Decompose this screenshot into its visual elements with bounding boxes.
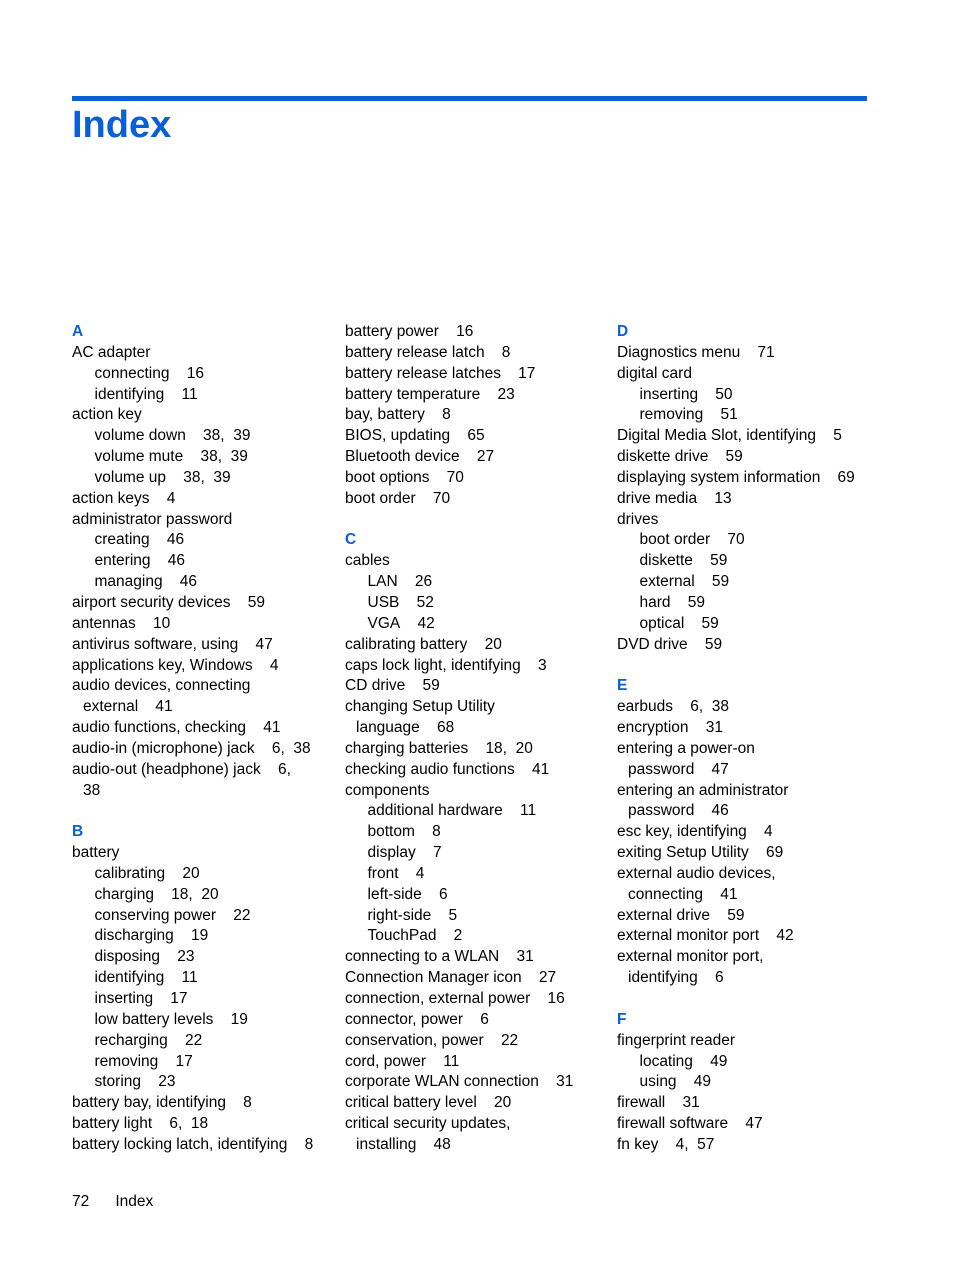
index-entry: components xyxy=(345,781,430,799)
index-entry: charging batteries 18, 20 xyxy=(345,739,533,757)
index-entry: battery temperature 23 xyxy=(345,385,515,403)
index-entry: battery locking latch, identifying 8 xyxy=(72,1135,314,1153)
index-entry: earbuds 6, 38 xyxy=(617,698,730,716)
index-subentry: low battery levels 19 xyxy=(94,1010,248,1028)
index-entry: audio functions, checking 41 xyxy=(72,719,281,737)
index-subentry: USB 52 xyxy=(367,593,434,611)
index-entry: action key xyxy=(72,406,142,424)
index-entry: changing Setup Utility xyxy=(345,698,495,716)
index-subentry: entering 46 xyxy=(94,552,185,570)
index-entry: bay, battery 8 xyxy=(345,406,451,424)
index-entry: external drive 59 xyxy=(617,906,745,924)
index-entry: esc key, identifying 4 xyxy=(617,823,773,841)
index-entry: displaying system information 69 xyxy=(617,468,855,486)
page-title: Index xyxy=(72,104,172,146)
index-subentry: charging 18, 20 xyxy=(94,885,219,903)
index-subentry: removing 51 xyxy=(639,406,738,424)
index-entry: action keys 4 xyxy=(72,489,176,507)
index-entry: battery light 6, 18 xyxy=(72,1115,209,1133)
index-entry: caps lock light, identifying 3 xyxy=(345,656,547,674)
index-entry: firewall 31 xyxy=(617,1094,700,1112)
index-subentry: identifying 11 xyxy=(94,385,198,403)
index-entry-continuation: connecting 41 xyxy=(628,885,738,903)
index-entry: airport security devices 59 xyxy=(72,593,265,611)
index-entry-continuation: language 68 xyxy=(356,719,455,737)
index-entry: AC adapter xyxy=(72,343,151,361)
index-entry: Digital Media Slot, identifying 5 xyxy=(617,427,842,445)
index-subentry: volume down 38, 39 xyxy=(94,427,251,445)
index-entry-continuation: identifying 6 xyxy=(628,969,724,987)
index-subentry: using 49 xyxy=(639,1073,712,1091)
index-entry: corporate WLAN connection 31 xyxy=(345,1073,574,1091)
index-subentry: inserting 17 xyxy=(94,990,188,1007)
index-entry: fn key 4, 57 xyxy=(617,1135,715,1153)
index-entry: audio-in (microphone) jack 6, 38 xyxy=(72,739,311,757)
index-subentry: discharging 19 xyxy=(94,927,209,945)
index-entry: antivirus software, using 47 xyxy=(72,635,273,653)
index-subentry: hard 59 xyxy=(639,593,705,611)
index-entry: BIOS, updating 65 xyxy=(345,427,485,445)
page-footer xyxy=(72,1192,153,1212)
index-subentry: locating 49 xyxy=(639,1052,728,1070)
index-entry: exiting Setup Utility 69 xyxy=(617,844,784,862)
index-entry: encryption 31 xyxy=(617,719,723,737)
index-entry: fingerprint reader xyxy=(617,1031,736,1049)
index-entry: critical security updates, xyxy=(345,1115,511,1133)
index-subentry: optical 59 xyxy=(639,614,719,632)
index-entry-continuation: password 47 xyxy=(628,760,729,778)
index-column-3 xyxy=(617,322,879,1156)
index-entry: drive media 13 xyxy=(617,489,732,507)
index-entry: connector, power 6 xyxy=(345,1010,489,1028)
index-subentry: disposing 23 xyxy=(94,948,195,966)
index-entry: antennas 10 xyxy=(72,614,171,632)
index-subentry: right-side 5 xyxy=(367,906,458,924)
index-subentry: removing 17 xyxy=(94,1052,193,1070)
index-subentry: bottom 8 xyxy=(367,823,441,841)
index-entry: cables xyxy=(345,552,390,570)
index-subentry: creating 46 xyxy=(94,531,185,549)
index-subentry: identifying 11 xyxy=(94,969,198,987)
index-entry: battery release latch 8 xyxy=(345,343,511,361)
index-subentry: volume up 38, 39 xyxy=(94,468,231,486)
index-entry: critical battery level 20 xyxy=(345,1094,512,1112)
index-subentry: inserting 50 xyxy=(639,385,733,403)
index-entry: entering an administrator xyxy=(617,781,789,799)
index-entry: boot order 70 xyxy=(345,489,451,507)
index-entry-continuation: password 46 xyxy=(628,802,729,820)
index-entry: connection, external power 16 xyxy=(345,990,565,1007)
index-entry-continuation: 38 xyxy=(83,781,101,799)
index-letter-heading: B xyxy=(72,823,84,841)
index-column-1 xyxy=(72,322,334,1156)
index-entry: boot options 70 xyxy=(345,468,464,486)
page-number: 72 xyxy=(72,1193,90,1210)
index-letter-heading: A xyxy=(72,323,84,340)
index-entry: battery release latches 17 xyxy=(345,364,536,382)
footer-section: Index xyxy=(115,1193,154,1210)
index-subentry: recharging 22 xyxy=(94,1031,203,1049)
index-entry: audio-out (headphone) jack 6, xyxy=(72,760,291,778)
index-subentry: TouchPad 2 xyxy=(367,927,463,945)
index-entry: diskette drive 59 xyxy=(617,448,743,466)
index-entry: drives xyxy=(617,510,659,528)
index-entry: digital card xyxy=(617,364,692,382)
index-entry: Diagnostics menu 71 xyxy=(617,343,775,361)
index-entry: applications key, Windows 4 xyxy=(72,656,279,674)
index-entry: connecting to a WLAN 31 xyxy=(345,948,534,966)
index-subentry: diskette 59 xyxy=(639,552,728,570)
index-entry: battery xyxy=(72,844,120,862)
index-entry: external monitor port 42 xyxy=(617,927,794,945)
index-entry: external audio devices, xyxy=(617,864,776,882)
index-subentry: boot order 70 xyxy=(639,531,745,549)
index-entry: checking audio functions 41 xyxy=(345,760,550,778)
index-subentry: managing 46 xyxy=(94,573,198,591)
index-entry: cord, power 11 xyxy=(345,1052,460,1070)
index-subentry: storing 23 xyxy=(94,1073,176,1091)
index-column-2 xyxy=(345,322,607,1156)
index-entry: conservation, power 22 xyxy=(345,1031,519,1049)
index-entry-continuation: installing 48 xyxy=(356,1135,451,1153)
index-subentry: display 7 xyxy=(367,844,442,862)
index-entry: Connection Manager icon 27 xyxy=(345,969,557,987)
index-letter-heading: C xyxy=(345,531,357,549)
index-subentry: left-side 6 xyxy=(367,885,448,903)
index-entry: battery power 16 xyxy=(345,323,474,340)
index-entry: Bluetooth device 27 xyxy=(345,448,495,466)
index-subentry: conserving power 22 xyxy=(94,906,251,924)
index-entry: calibrating battery 20 xyxy=(345,635,502,653)
index-subentry: connecting 16 xyxy=(94,364,204,382)
index-entry: entering a power-on xyxy=(617,739,755,757)
index-letter-heading: E xyxy=(617,677,628,695)
title-rule xyxy=(72,96,867,101)
index-entry: battery bay, identifying 8 xyxy=(72,1094,252,1112)
index-subentry: front 4 xyxy=(367,864,425,882)
index-subentry: volume mute 38, 39 xyxy=(94,448,248,466)
index-entry: CD drive 59 xyxy=(345,677,440,695)
index-entry: firewall software 47 xyxy=(617,1115,763,1133)
index-subentry: LAN 26 xyxy=(367,573,433,591)
index-entry: external monitor port, xyxy=(617,948,764,966)
index-subentry: VGA 42 xyxy=(367,614,435,632)
index-subentry: additional hardware 11 xyxy=(367,802,537,820)
index-subentry: calibrating 20 xyxy=(94,864,200,882)
index-entry: administrator password xyxy=(72,510,233,528)
index-entry: DVD drive 59 xyxy=(617,635,723,653)
index-entry-continuation: external 41 xyxy=(83,698,173,716)
index-letter-heading: F xyxy=(617,1010,627,1028)
index-letter-heading: D xyxy=(617,323,629,340)
index-entry: audio devices, connecting xyxy=(72,677,251,695)
index-subentry: external 59 xyxy=(639,573,730,591)
